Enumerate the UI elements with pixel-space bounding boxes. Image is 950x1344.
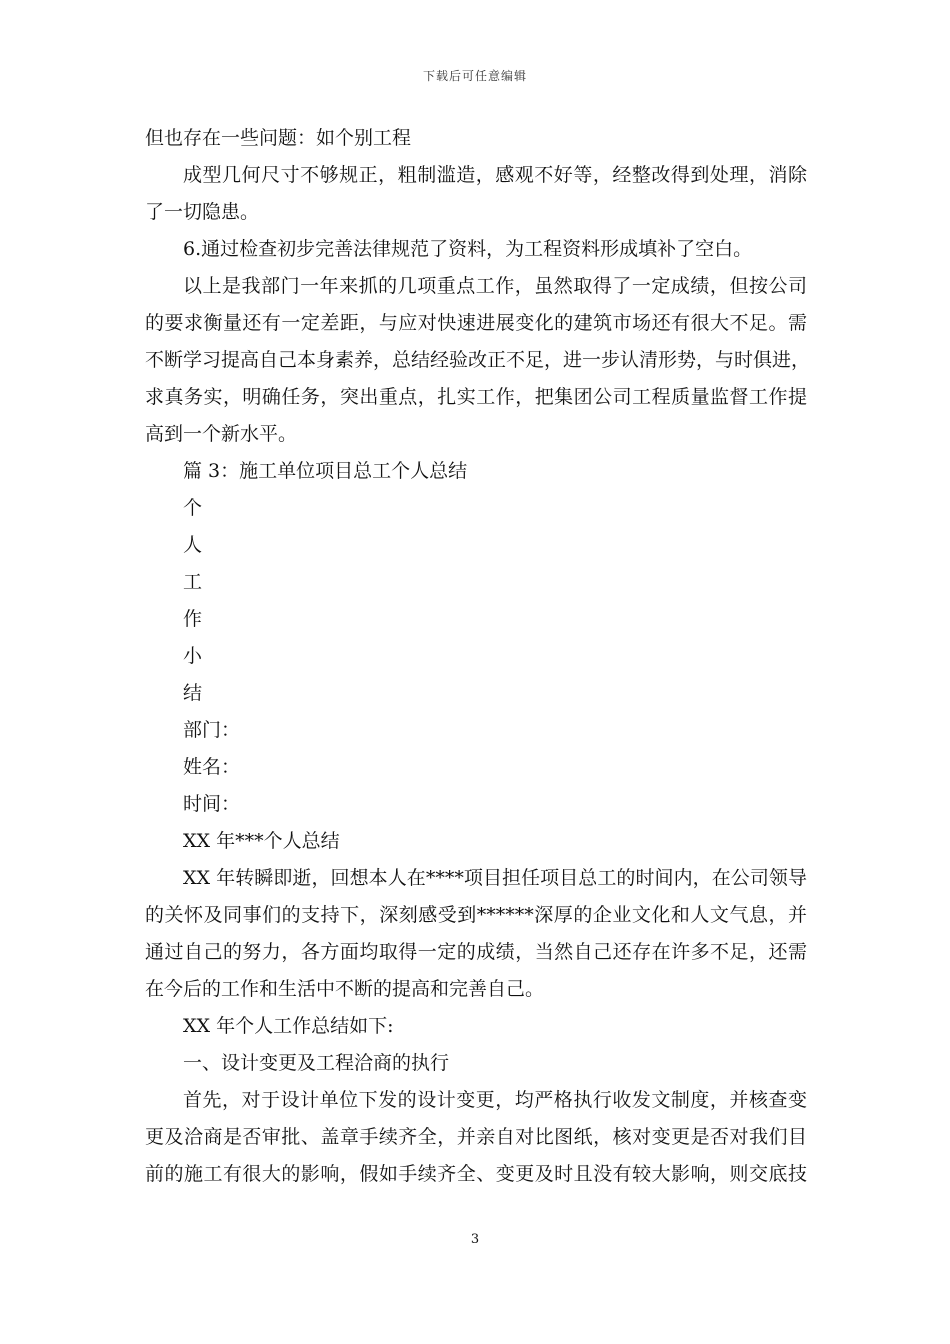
subheading: 一、设计变更及工程洽商的执行 xyxy=(183,1052,450,1074)
text-line: 以上是我部门一年来抓的几项重点工作，虽然取得了一定成绩，但按公司 xyxy=(183,275,807,297)
text-line: 前的施工有很大的影响，假如手续齐全、变更及时且没有较大影响，则交底技 xyxy=(145,1163,807,1185)
department-label: 部门： xyxy=(183,719,241,741)
subheading: XX 年***个人总结 xyxy=(183,830,340,852)
text-line: XX 年转瞬即逝，回想本人在****项目担任项目总工的时间内，在公司领导 xyxy=(183,867,807,889)
text-line: 首先，对于设计单位下发的设计变更，均严格执行收发文制度，并核查变 xyxy=(183,1089,807,1111)
text-line: XX 年个人工作总结如下: xyxy=(183,1015,394,1037)
text-line: 高到一个新水平。 xyxy=(145,423,298,445)
document-body xyxy=(145,120,811,1193)
section-heading: 篇 3：施工单位项目总工个人总结 xyxy=(183,460,468,482)
page-header: 下载后可任意编辑 xyxy=(422,69,527,83)
text-line: 的关怀及同事们的支持下，深刻感受到******深厚的企业文化和人文气息，并 xyxy=(145,904,807,926)
text-line: 更及洽商是否审批、盖章手续齐全，并亲自对比图纸，核对变更是否对我们目 xyxy=(145,1126,807,1148)
text-line: 在今后的工作和生活中不断的提高和完善自己。 xyxy=(145,978,545,1000)
text-line: 但也存在一些问题：如个别工程 xyxy=(145,127,412,149)
title-char: 工 xyxy=(183,571,203,593)
text-line: 成型几何尺寸不够规正，粗制滥造，感观不好等，经整改得到处理，消除 xyxy=(183,164,807,186)
text-line: 了一切隐患。 xyxy=(145,201,260,223)
title-char: 小 xyxy=(183,645,203,667)
text-line: 通过自己的努力，各方面均取得一定的成绩，当然自己还存在许多不足，还需 xyxy=(145,941,807,963)
title-char: 人 xyxy=(183,534,203,556)
title-char: 结 xyxy=(183,682,203,704)
name-label: 姓名： xyxy=(183,756,241,778)
time-label: 时间： xyxy=(183,793,241,815)
text-line: 求真务实，明确任务，突出重点，扎实工作，把集团公司工程质量监督工作提 xyxy=(145,386,807,408)
title-char: 作 xyxy=(183,608,203,630)
text-line: 不断学习提高自己本身素养，总结经验改正不足，进一步认清形势，与时俱进， xyxy=(145,349,811,371)
text-line: 6.通过检查初步完善法律规范了资料，为工程资料形成填补了空白。 xyxy=(183,238,753,260)
title-char: 个 xyxy=(183,497,203,519)
page-number: 3 xyxy=(470,1232,480,1247)
text-line: 的要求衡量还有一定差距，与应对快速进展变化的建筑市场还有很大不足。需 xyxy=(145,312,807,334)
